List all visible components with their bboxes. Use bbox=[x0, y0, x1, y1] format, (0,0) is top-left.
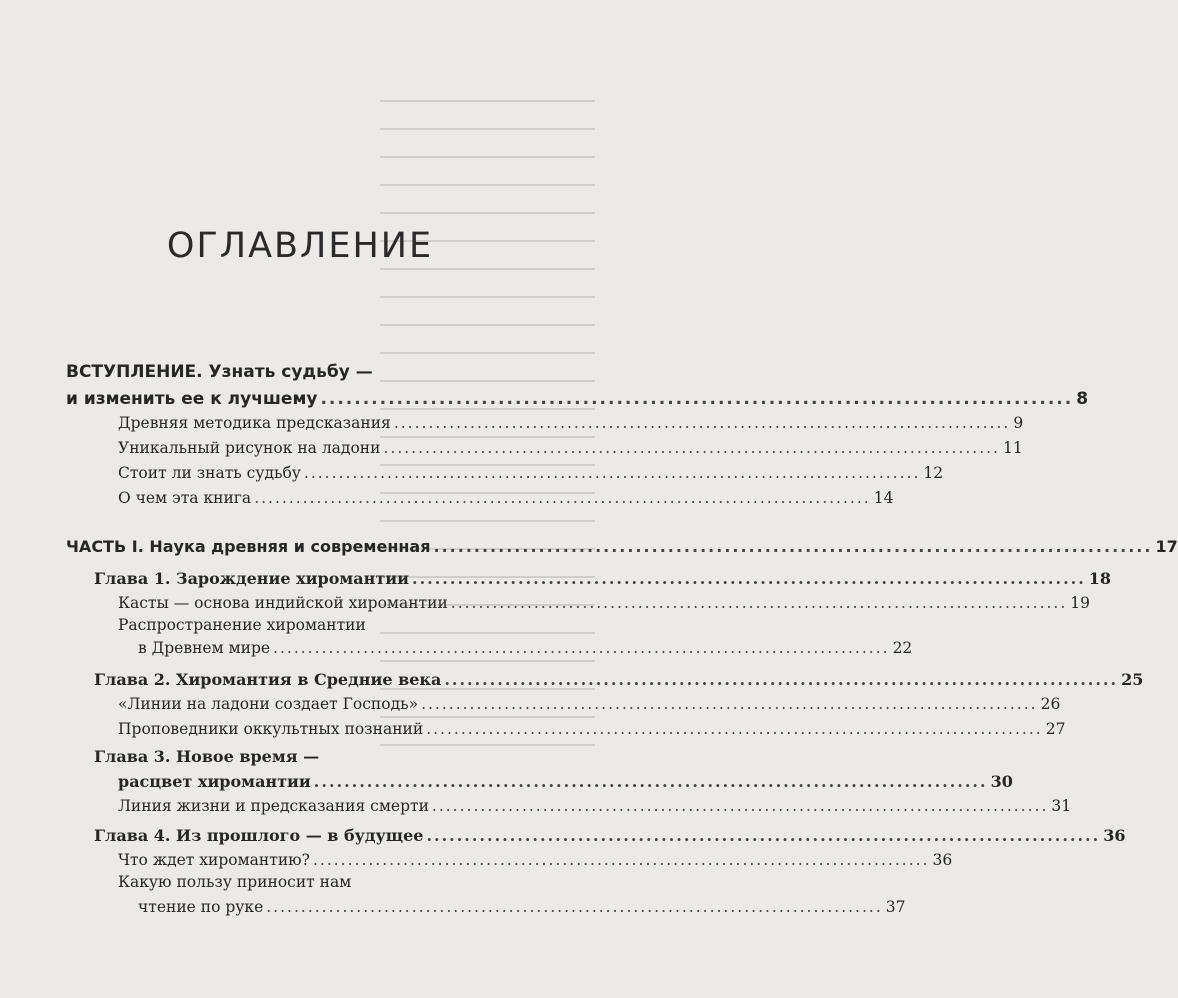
entry-label-line2: чтение по руке bbox=[138, 898, 264, 916]
page-number: 19 bbox=[1070, 594, 1091, 612]
page-title: ОГЛАВЛЕНИЕ bbox=[166, 226, 434, 266]
page-number: 14 bbox=[873, 489, 894, 507]
toc-entry bbox=[118, 720, 1066, 738]
page-number: 31 bbox=[1051, 797, 1072, 815]
chapter-label-line2: расцвет хиромантии bbox=[118, 772, 311, 791]
page-number: 26 bbox=[1040, 695, 1061, 713]
leader-dots: ......................................................................................... bbox=[320, 389, 1074, 409]
leader-dots: ......................................................................................... bbox=[431, 797, 1049, 815]
leader-dots: ......................................................................................... bbox=[426, 720, 1043, 738]
toc-entry-chapter bbox=[94, 826, 1126, 845]
toc-entry-part1 bbox=[66, 537, 1178, 556]
entry-label-line1: Распространение хиромантии bbox=[118, 616, 366, 634]
leader-dots: ......................................................................................... bbox=[444, 670, 1119, 689]
leader-dots: ......................................................................................... bbox=[433, 537, 1153, 556]
chapter-label: Глава 1. Зарождение хиромантии bbox=[94, 569, 410, 588]
toc-entry-chapter bbox=[94, 670, 1144, 689]
leader-dots: ......................................................................................... bbox=[266, 898, 883, 916]
entry-label: Стоит ли знать судьбу bbox=[118, 464, 301, 482]
page-number: 22 bbox=[892, 639, 913, 657]
entry-label: Древняя методика предсказания bbox=[118, 414, 391, 432]
page-number: 9 bbox=[1013, 414, 1024, 432]
intro-heading-line1: ВСТУПЛЕНИЕ. Узнать судьбу — bbox=[66, 362, 373, 382]
leader-dots: ......................................................................................... bbox=[450, 594, 1068, 612]
toc-entry bbox=[118, 797, 1072, 815]
page-number: 37 bbox=[885, 898, 906, 916]
toc-entry bbox=[118, 489, 894, 507]
toc-entry bbox=[118, 851, 953, 869]
leader-dots: ......................................................................................... bbox=[393, 414, 1011, 432]
chapter-label: Глава 4. Из прошлого — в будущее bbox=[94, 826, 424, 845]
toc-entry bbox=[138, 898, 906, 916]
leader-dots: ......................................................................................... bbox=[412, 569, 1086, 588]
chapter-label: Глава 2. Хиромантия в Средние века bbox=[94, 670, 442, 689]
toc-entry-chapter bbox=[94, 569, 1112, 588]
leader-dots: ......................................................................................... bbox=[383, 439, 1000, 457]
leader-dots: ......................................................................................... bbox=[421, 695, 1038, 713]
page-number: 17 bbox=[1155, 537, 1178, 556]
leader-dots: ......................................................................................... bbox=[254, 489, 871, 507]
chapter-label-line1: Глава 3. Новое время — bbox=[94, 747, 320, 766]
page-number: 30 bbox=[990, 772, 1013, 791]
toc-entry-intro bbox=[66, 389, 1089, 409]
entry-label-line1: Какую пользу приносит нам bbox=[118, 873, 352, 891]
page-number: 8 bbox=[1076, 389, 1089, 409]
entry-label: «Линии на ладони создает Господь» bbox=[118, 695, 419, 713]
leader-dots: ......................................................................................... bbox=[426, 826, 1101, 845]
toc-entry bbox=[118, 439, 1023, 457]
entry-label: Что ждет хиромантию? bbox=[118, 851, 310, 869]
page-number: 36 bbox=[1103, 826, 1126, 845]
page-number: 11 bbox=[1002, 439, 1023, 457]
page-number: 36 bbox=[932, 851, 953, 869]
leader-dots: ......................................................................................... bbox=[312, 851, 930, 869]
entry-label: Проповедники оккультных познаний bbox=[118, 720, 424, 738]
page-number: 25 bbox=[1121, 670, 1144, 689]
entry-label: Уникальный рисунок на ладони bbox=[118, 439, 381, 457]
leader-dots: ......................................................................................... bbox=[303, 464, 921, 482]
toc-entry bbox=[118, 464, 944, 482]
leader-dots: ......................................................................................... bbox=[313, 772, 988, 791]
entry-label: Линия жизни и предсказания смерти bbox=[118, 797, 429, 815]
toc-entry bbox=[118, 594, 1091, 612]
page-number: 18 bbox=[1088, 569, 1112, 588]
page-number: 12 bbox=[923, 464, 944, 482]
entry-label: О чем эта книга bbox=[118, 489, 252, 507]
intro-heading-line2: и изменить ее к лучшему bbox=[66, 389, 318, 409]
toc-entry bbox=[118, 414, 1024, 432]
leader-dots: ......................................................................................... bbox=[273, 639, 890, 657]
entry-label-line2: в Древнем мире bbox=[138, 639, 271, 657]
toc-entry bbox=[118, 695, 1061, 713]
entry-label: Касты — основа индийской хиромантии bbox=[118, 594, 448, 612]
toc-entry bbox=[138, 639, 913, 657]
toc-entry-chapter bbox=[118, 772, 1013, 791]
page-number: 27 bbox=[1045, 720, 1066, 738]
part-label: ЧАСТЬ I. Наука древняя и современная bbox=[66, 537, 431, 556]
